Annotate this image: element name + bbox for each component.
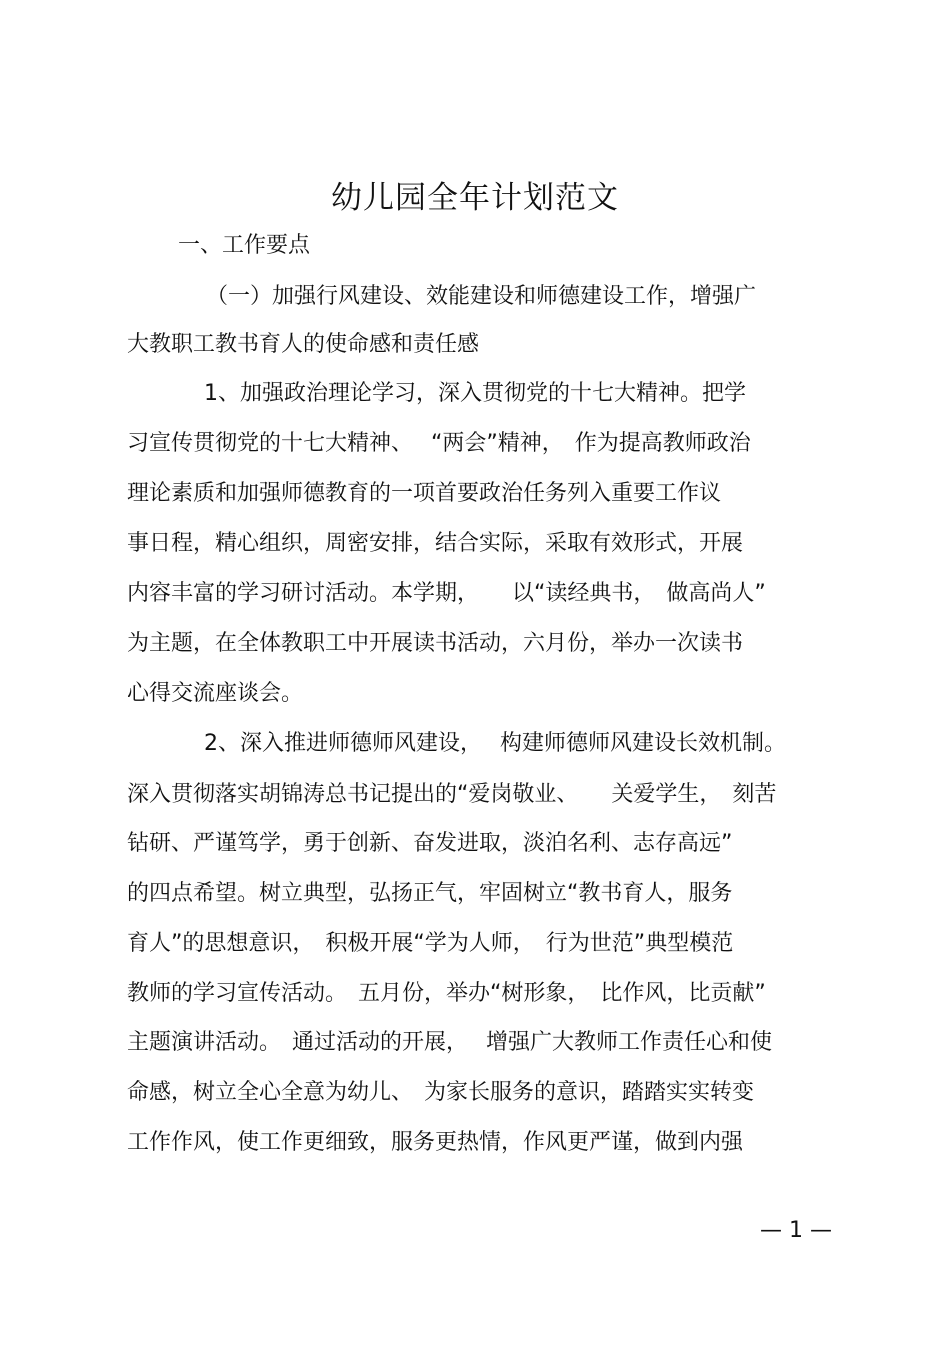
section-heading: 一、工作要点 [178,233,311,258]
paragraph-line: 1、加强政治理论学习，深入贯彻党的十七大精神。把学 [204,381,746,406]
document-title: 幼儿园全年计划范文 [331,180,619,216]
paragraph-line: 事日程，精心组织，周密安排，结合实际，采取有效形式，开展 [127,531,744,556]
paragraph-line: 工作作风，使工作更细致，服务更热情，作风更严谨，做到内强 [127,1130,744,1155]
paragraph-line: 育人”的思想意识， 积极开展“学为人师， 行为世范”典型模范 [127,931,734,956]
paragraph-line: 习宣传贯彻党的十七大精神、 “两会”精神， 作为提高教师政治 [127,431,751,456]
paragraph-line: 命感，树立全心全意为幼儿、 为家长服务的意识，踏踏实实转变 [127,1080,755,1105]
paragraph-line: 深入贯彻落实胡锦涛总书记提出的“爱岗敬业、 关爱学生， 刻苦 [127,782,777,807]
subsection-heading-line: （一）加强行风建设、效能建设和师德建设工作，增强广 [206,284,757,309]
paragraph-line: 教师的学习宣传活动。 五月份，举办“树形象， 比作风，比贡献” [127,981,766,1006]
paragraph-line: 钻研、严谨笃学，勇于创新、奋发进取，淡泊名利、志存高远” [127,831,733,856]
paragraph-line: 心得交流座谈会。 [127,681,304,706]
paragraph-line: 主题演讲活动。 通过活动的开展， 增强广大教师工作责任心和使 [127,1030,772,1055]
paragraph-line: 的四点希望。树立典型，弘扬正气，牢固树立“教书育人，服务 [127,881,733,906]
paragraph-line: 理论素质和加强师德教育的一项首要政治任务列入重要工作议 [127,481,722,506]
paragraph-line: 为主题，在全体教职工中开展读书活动，六月份，举办一次读书 [127,631,744,656]
subsection-heading-line: 大教职工教书育人的使命感和责任感 [127,332,480,357]
paragraph-line: 2、深入推进师德师风建设， 构建师德师风建设长效机制。 [204,731,786,756]
paragraph-line: 内容丰富的学习研讨活动。本学期， 以“读经典书， 做高尚人” [127,581,766,606]
page-number: — 1 — [760,1218,832,1243]
